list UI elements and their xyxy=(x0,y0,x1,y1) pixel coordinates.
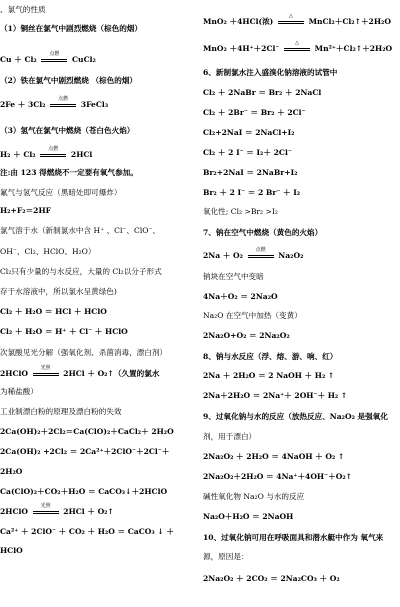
left-line-12: Cl₂只有少量的与水反应，大量的 Cl₂以分子形式 xyxy=(0,267,162,276)
reaction-condition: 点燃 xyxy=(50,100,76,110)
left-line-8: 氟气与氢气反应（黑暗处即可爆炸） xyxy=(0,188,122,197)
right-line-9: 氧化性; Cl₂ >Br₂ >I₂ xyxy=(203,207,278,216)
reaction-condition: 点燃 xyxy=(41,55,67,65)
right-line-12: 钠块在空气中变暗 xyxy=(203,272,264,281)
left-line-1: （1）铜丝在氯气中剧烈燃烧（棕色的烟） xyxy=(0,24,142,33)
left-line-14: Cl₂ ＋ H₂O ＝ HCl ＋ HClO xyxy=(0,307,107,316)
right-line-5: Cl₂+2NaI ＝ 2NaCl+I₂ xyxy=(203,128,295,137)
right-line-10: 7、钠在空气中燃烧（黄色的火焰） xyxy=(203,228,323,237)
reaction-condition: △ xyxy=(284,44,310,54)
left-line-2: Cu ＋ Cl₂ 点燃 CuCl₂ xyxy=(0,51,96,64)
left-line-26: HClO xyxy=(0,546,23,555)
right-line-1: MnO₂ ＋4H⁺＋2Cl⁻ △ Mn²⁺＋Cl₂↑＋2H₂O xyxy=(203,40,393,53)
right-line-26: 源，原因是： xyxy=(203,552,249,561)
right-line-19: 9、过氧化钠与水的反应（放热反应、Na₂O₂ 是强氧化 xyxy=(203,412,388,421)
right-line-14: Na₂O 在空气中加热（变黄） xyxy=(203,311,302,320)
right-line-2: 6、新制氯水注入盛溴化钠溶液的试管中 xyxy=(203,68,338,77)
right-line-8: Br₂ ＋ 2 I⁻ ＝ 2 Br⁻ ＋ I₂ xyxy=(203,188,301,197)
right-line-3: Cl₂ ＋ 2NaBr ＝ Br₂ ＋ 2NaCl xyxy=(203,88,322,97)
left-line-3: （2）铁在氯气中剧烈燃烧 （棕色的烟） xyxy=(0,76,138,85)
left-line-11: OH⁻、Cl₂、HClO、H₂O） xyxy=(0,247,96,256)
right-line-13: 4Na＋O₂ ＝ 2Na₂O xyxy=(203,292,278,301)
right-line-6: Cl₂ ＋ 2 I⁻ ＝ I₂＋ 2Cl⁻ xyxy=(203,148,292,157)
reaction-condition: 点燃 xyxy=(40,150,66,160)
right-line-23: 碱性氧化物 Na₂O 与水的反应 xyxy=(203,492,305,501)
left-line-6: H₂ ＋ Cl₂ 点燃 2HCl xyxy=(0,146,93,159)
right-line-11: 2Na ＋ O₂ 点燃 Na₂O₂ xyxy=(203,247,304,260)
left-line-10: 氯气溶于水（新制氯水中含 H⁺ 、Cl⁻、ClO⁻、 xyxy=(0,226,161,235)
left-line-15: Cl₂ ＋ H₂O ＝ H⁺ ＋ Cl⁻ ＋ HClO xyxy=(0,327,128,336)
reaction-condition: 光照 xyxy=(33,369,59,379)
left-line-19: 工业制漂白粉的原理及漂白粉的失效 xyxy=(0,407,122,416)
right-line-15: 2Na₂O+O₂ ＝ 2Na₂O₂ xyxy=(203,331,290,340)
reaction-condition: 点燃 xyxy=(248,251,274,261)
reaction-condition: △ xyxy=(278,17,304,27)
right-line-17: 2Na ＋ 2H₂O ＝ 2 NaOH ＋ H₂ ↑ xyxy=(203,371,335,380)
right-line-16: 8、钠与水反应（浮、熔、游、响、红） xyxy=(203,352,338,361)
left-line-9: H₂+F₂＝2HF xyxy=(0,206,52,215)
left-line-23: Ca(ClO)₂＋CO₂＋H₂O ＝ CaCO₃↓＋2HClO xyxy=(0,487,168,496)
left-line-4: 2Fe ＋ 3Cl₂ 点燃 3FeCl₃ xyxy=(0,96,109,109)
left-line-24: 2HClO 光照 2HCl ＋ O₂↑ xyxy=(0,503,114,516)
right-line-20: 剂，用于漂白） xyxy=(203,432,257,441)
right-line-18: 2Na＋2H₂O ＝ 2Na⁺＋ 2OH⁻＋ H₂ ↑ xyxy=(203,391,348,400)
left-line-5: （3）氢气在氯气中燃烧（苍白色火焰） xyxy=(0,126,135,135)
left-line-21: 2Ca(OH)₂ +2Cl₂ ＝ 2Ca²⁺＋2ClO⁻＋2Cl⁻＋ xyxy=(0,447,170,456)
left-line-16: 次氯酸见光分解（强氧化剂、杀菌消毒，漂白剂） xyxy=(0,348,168,357)
right-line-24: Na₂O＋H₂O ＝ 2NaOH xyxy=(203,512,294,521)
right-line-27: 2Na₂O₂ ＋ 2CO₂ ＝ 2Na₂CO₃ ＋ O₂ xyxy=(203,574,340,583)
left-line-0: 、氯气的性质 xyxy=(0,5,46,14)
reaction-condition: 光照 xyxy=(33,507,59,517)
right-line-0: MnO₂ ＋4HCl(浓) △ MnCl₂＋Cl₂↑＋2H₂O xyxy=(203,13,391,26)
left-line-25: Ca²⁺ ＋ 2ClO⁻ ＋ CO₂ ＋ H₂O ＝ CaCO₃ ↓ ＋ xyxy=(0,527,174,536)
left-line-17: 2HClO 光照 2HCl ＋ O₂↑（久置的氯水 xyxy=(0,365,160,378)
right-line-7: Br₂+2NaI ＝ 2NaBr+I₂ xyxy=(203,168,298,177)
left-line-13: 存于水溶液中，所以氯水呈黄绿色) xyxy=(0,287,117,296)
left-line-7: 注:由 123 得燃烧不一定要有氧气参加。 xyxy=(0,168,138,177)
right-line-4: Cl₂ ＋ 2Br⁻ ＝ Br₂ ＋ 2Cl⁻ xyxy=(203,108,306,117)
right-line-21: 2Na₂O₂ ＋ 2H₂O ＝ 4NaOH ＋ O₂ ↑ xyxy=(203,452,345,461)
left-line-18: 为稀盐酸） xyxy=(0,387,38,396)
right-line-25: 10、过氧化钠可用在呼吸面具和潜水艇中作为 氧气来 xyxy=(203,533,384,542)
left-line-22: 2H₂O xyxy=(0,467,23,476)
right-line-22: 2Na₂O₂＋2H₂O ＝ 4Na⁺＋4OH⁻＋O₂↑ xyxy=(203,472,353,481)
left-line-20: 2Ca(OH)₂＋2Cl₂＝Ca(ClO)₂＋CaCl₂＋ 2H₂O xyxy=(0,427,174,436)
